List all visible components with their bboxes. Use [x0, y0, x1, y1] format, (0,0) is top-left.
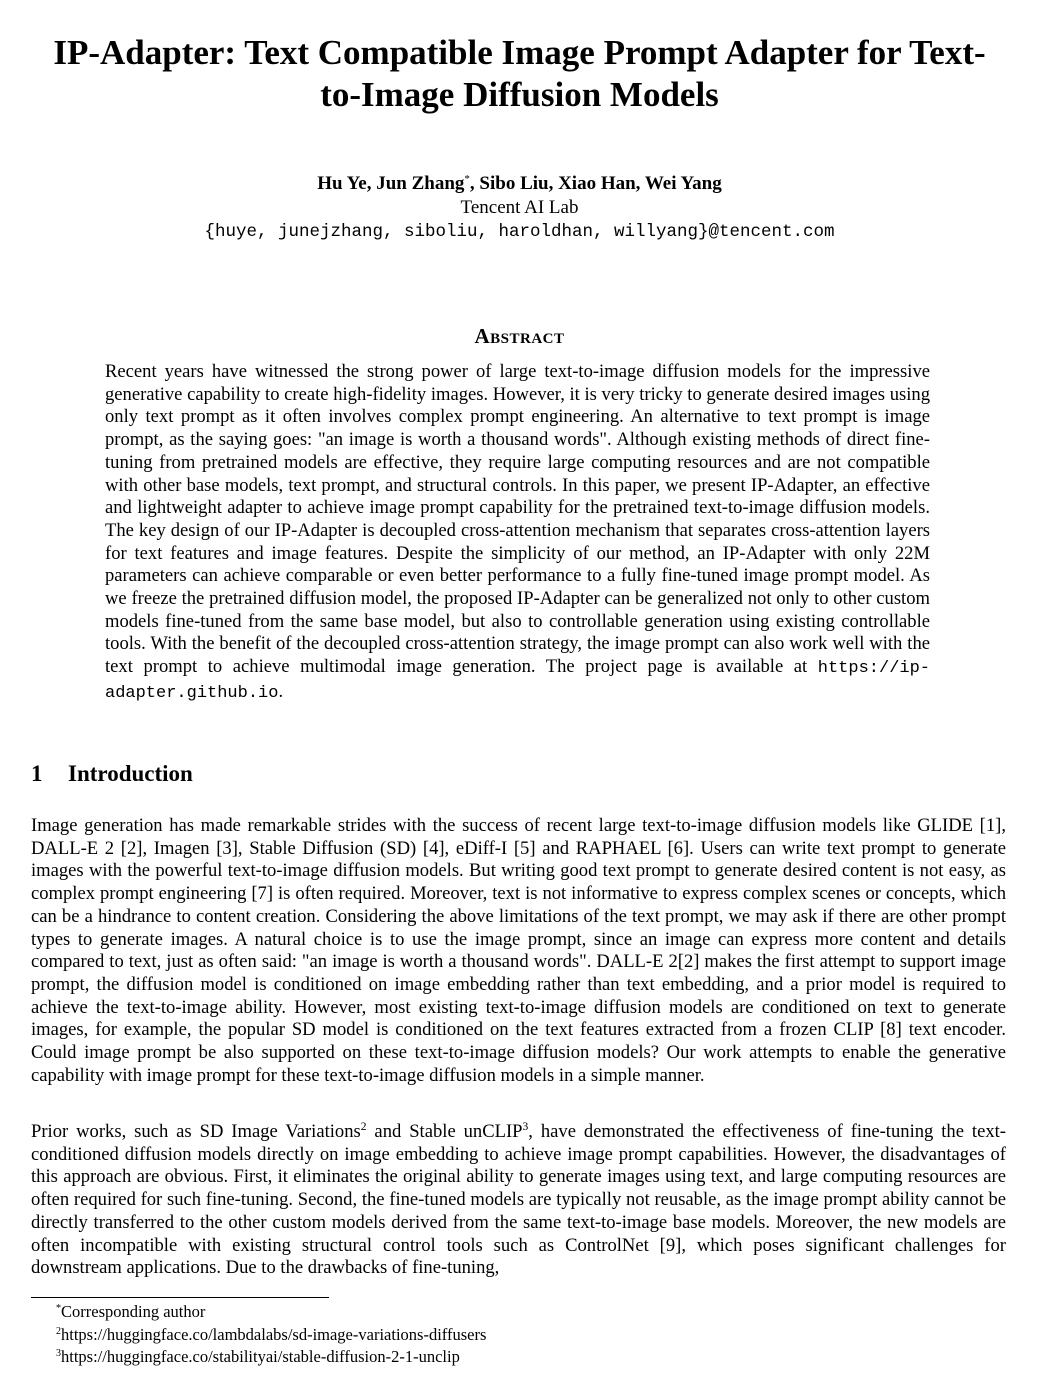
abstract-body: Recent years have witnessed the strong power of large text-to-image diffusion models for the impressive generative capability to create high-fidelity images. However, it is very tricky to generate desired images using only text prompt as it often involves complex prompt engineering. An alternative to text prompt is image prompt, as the saying goes: "an image is worth a thousand words". Although existing methods of direct fine-tuning from pretrained models are effective, they require large computing resources and are not compatible with other base models, text prompt, and structural controls. In this paper, we present IP-Adapter, an effective and lightweight adapter to achieve image prompt capability for the pretrained text-to-image diffusion models. The key design of our IP-Adapter is decoupled cross-attention mechanism that separates cross-attention layers for text features and image features. Despite the simplicity of our method, an IP-Adapter with only 22M parameters can achieve comparable or even better performance to a fully fine-tuned image prompt model. As we freeze the pretrained diffusion model, the proposed IP-Adapter can be generalized not only to other custom models fine-tuned from the same base model, but also to controllable generation using existing controllable tools. With the benefit of the decoupled cross-attention strategy, the image prompt can also work well with the text prompt to achieve multimodal image generation. The project page is available at	[105, 361, 930, 678]
footnote-mark: 2	[56, 1325, 61, 1337]
footnote-ref-2[interactable]: 2	[360, 1121, 367, 1133]
corresponding-author-mark: *	[464, 173, 470, 185]
footnote-corresponding	[56, 1301, 1006, 1324]
section-title: Introduction	[68, 761, 193, 786]
section-number: 1	[31, 761, 43, 786]
footnote-text: Corresponding author	[61, 1302, 206, 1321]
footnote-mark: *	[56, 1303, 61, 1314]
abstract-heading: Abstract	[474, 324, 565, 348]
footnote-mark: 3	[56, 1348, 61, 1359]
p2-part-c: , have demonstrated the effectiveness of fine-tuning the text-conditioned diffusion models directly on image embedding to achieve image prompt capabilities. However, the disadvantages of this approach are obvious. First, it eliminates the original ability to generate images using text, and large computing resources are often required for such fine-tuning. Second, the fine-tuned models are typically not reusable, as the image prompt ability cannot be directly transferred to the other custom models derived from the same text-to-image base models. Moreover, the new models are often incompatible with existing structural control tools such as ControlNet [9], which poses significant challenges for downstream applications. Due to the drawbacks of fine-tuning,	[31, 1121, 1006, 1279]
authors-part-1: Hu Ye, Jun Zhang	[317, 173, 465, 194]
author-names	[0, 172, 1039, 196]
footnote-ref-3[interactable]: 3	[522, 1121, 529, 1133]
project-page-link[interactable]: https://ip-adapter.github.io	[105, 659, 930, 703]
intro-paragraph-2	[31, 1121, 1006, 1280]
paper-title: IP-Adapter: Text Compatible Image Prompt Adapter for Text-to-Image Diffusion Models	[53, 33, 986, 114]
intro-paragraph-1: Image generation has made remarkable strides with the success of recent large text-to-image diffusion models like GLIDE [1], DALL-E 2 [2], Imagen [3], Stable Diffusion (SD) [4], eDiff-I [5] and RAPHAEL [6]. Users can write text prompt to generate images with the powerful text-to-image diffusion models. But writing good text prompt to generate desired content is not easy, as complex prompt engineering [7] is often required. Moreover, text is not informative to express complex scenes or concepts, which can be a hindrance to content creation. Considering the above limitations of the text prompt, we may ask if there are other prompt types to generate images. A natural choice is to use the image prompt, since an image can express more content and details compared to text, just as often said: "an image is worth a thousand words". DALL-E 2[2] makes the first attempt to support image prompt, the diffusion model is conditioned on image embedding rather than text embedding, and a prior model is required to achieve the text-to-image ability. However, most existing text-to-image diffusion models are conditioned on text to generate images, for example, the popular SD model is conditioned on the text features extracted from a frozen CLIP [8] text encoder. Could image prompt be also supported on these text-to-image diffusion models? Our work attempts to enable the generative capability with image prompt for these text-to-image diffusion models in a simple manner.	[31, 815, 1006, 1086]
footnote-url[interactable]: https://huggingface.co/stabilityai/stable-diffusion-2-1-unclip	[61, 1347, 460, 1366]
affiliation: Tencent AI Lab	[460, 197, 579, 218]
authors-part-2: , Sibo Liu, Xiao Han, Wei Yang	[469, 173, 722, 194]
author-emails: {huye, junejzhang, siboliu, haroldhan, willyang}@tencent.com	[204, 222, 835, 242]
author-block	[0, 172, 1039, 244]
abstract-period: .	[278, 680, 284, 702]
abstract-text	[105, 361, 930, 706]
section-heading-introduction	[31, 760, 193, 788]
footnote-2	[56, 1324, 1006, 1347]
footnote-url[interactable]: https://huggingface.co/lambdalabs/sd-image-variations-diffusers	[61, 1324, 487, 1344]
p2-part-a: Prior works, such as SD Image Variations	[31, 1121, 361, 1142]
footnote-divider	[31, 1297, 329, 1298]
footnotes	[56, 1301, 1006, 1369]
footnote-3	[56, 1346, 1006, 1369]
p2-part-b: and Stable unCLIP	[366, 1121, 523, 1142]
